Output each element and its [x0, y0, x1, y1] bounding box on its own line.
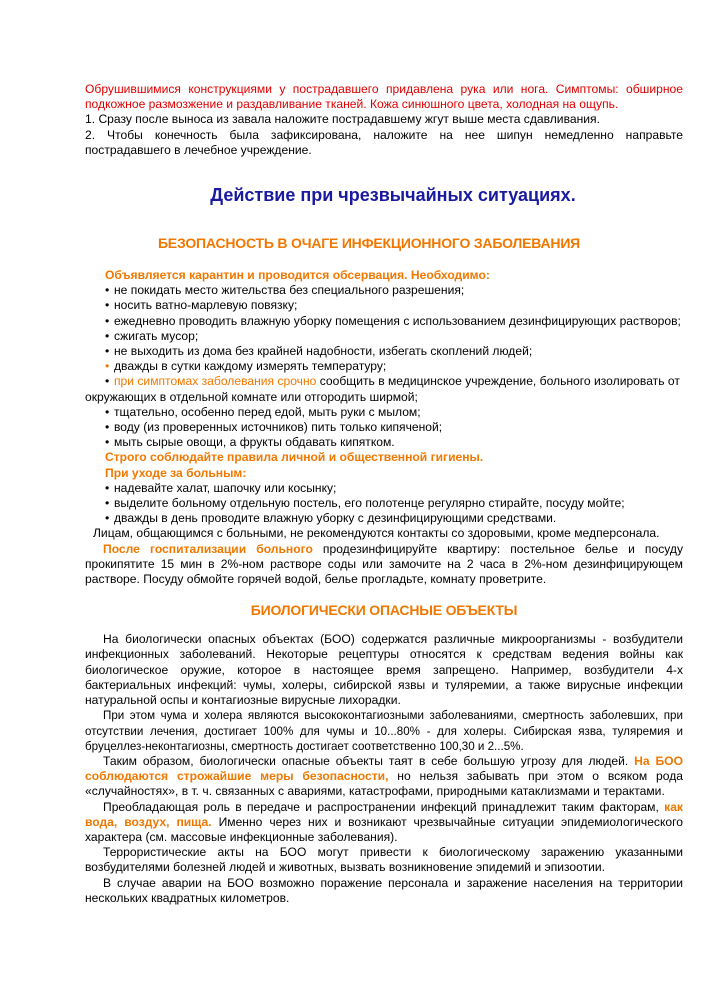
main-title: Действие при чрезвычайных ситуациях. — [210, 185, 576, 206]
list-item: • тщательно, особенно перед едой, мыть руки с мылом; — [105, 404, 421, 419]
list-item: • не выходить из дома без крайней надобности, избегать скоплений людей; — [105, 344, 533, 359]
list-item: • не покидать место жительства без специального разрешения; — [105, 283, 465, 298]
document-page — [85, 82, 683, 906]
list-item: • воду (из проверенных источников) пить только кипяченой; — [105, 420, 443, 435]
list-item: • сжигать мусор; — [105, 328, 199, 343]
bio-paragraph-4: Преобладающая роль в передаче и распространении инфекций принадлежит таким факторам, как вода, воздух, пища. Именно через них и возникают чрезвычайные ситуации эпидемиологического характера (см. массовые инфекционные заболевания). — [85, 799, 683, 844]
bio-paragraph-6: В случае аварии на БОО возможно поражение персонала и заражение населения на территории нескольких квадратных километров. — [85, 875, 683, 905]
bio-paragraph-3: Таким образом, биологически опасные объекты таят в себе большую угрозу для людей. На БОО соблюдаются строжайшие меры безопасности, но нельзя забывать при этом о всяком рода «случайностях», в т. ч. связанных с авариями, катастрофами, природными катаклизмами и терактами. — [85, 753, 684, 799]
bio-paragraph-2: При этом чума и холера являются высококонтагиозными заболеваниями, смертность заболевших, при отсутствии лечения, достигает 100% для чумы и 10...80% - для холеры. Сибирская язва, туляремия и бруцеллез-неконтагиозны, смертность достигает соответственно 100,30 и 2...5%. — [85, 709, 683, 753]
crush-step-1: 1. Сразу после выноса из завала наложите пострадавшему жгут выше места сдавливания. — [85, 112, 600, 127]
list-item-symptoms: • при симптомах заболевания срочно сообщить в медицинское учреждение, больного изолировать от окружающих в отдельной комнате или отгородить ширмой; — [85, 374, 680, 404]
hygiene-heading: Строго соблюдайте правила личной и общественной гигиены. — [105, 450, 484, 465]
list-item: • надевайте халат, шапочку или косынку; — [105, 480, 337, 495]
hospitalization-text: После госпитализации больного продезинфицируйте квартиру: постельное белье и посуду прокипятите 15 мин в 2%-ном растворе соды или замочите на 2 часа в 2%-ном дезинфицирующем растворе. Посуду обмойте горячей водой, белье прогладьте, комнату проветрите. — [85, 541, 684, 587]
list-item: • выделите больному отдельную постель, его полотенце регулярно стирайте, посуду мойте; — [105, 496, 625, 511]
bio-paragraph-1: На биологически опасных объектах (БОО) содержатся различные микроорганизмы - возбудители инфекционных заболеваний. Некоторые рецептуры относятся к средствам ведения войны как биологическое оружие, которое в настоящее время запрещено. Например, возбудители 4-х бактериальных инфекций: чумы, холеры, сибирской язвы и туляремии, а также вирусные инфекции натуральной оспы и контагиозные вирусные лихорадки. — [85, 632, 683, 708]
infection-section-title: БЕЗОПАСНОСТЬ В ОЧАГЕ ИНФЕКЦИОННОГО ЗАБОЛЕВАНИЯ — [157, 235, 581, 252]
contacts-text: Лицам, общающимся с больными, не рекомендуются контакты со здоровыми, кроме медперсонала. — [93, 526, 660, 541]
list-item: • ежедневно проводить влажную уборку помещения с использованием дезинфицирующих растворов; — [105, 313, 681, 328]
infection-rules-list — [85, 283, 683, 450]
crush-step-2: 2. Чтобы конечность была зафиксирована, наложите на нее шипун немедленно направьте пострадавшего в лечебное учреждение. — [85, 127, 683, 157]
quarantine-heading: Объявляется карантин и проводится обсервация. Необходимо: — [105, 268, 490, 283]
care-heading: При уходе за больным: — [105, 465, 247, 480]
care-list — [85, 481, 683, 527]
list-item: • носить ватно-марлевую повязку; — [105, 298, 298, 313]
list-item: • мыть сырые овощи, а фрукты обдавать кипятком. — [105, 435, 395, 450]
list-item: • дважды в день проводите влажную уборку с дезинфицирующими средствами. — [105, 511, 557, 526]
crush-symptoms-text: Обрушившимися конструкциями у пострадавшего придавлена рука или нога. Симптомы: обширное подкожное размозжение и раздавливание тканей. Кожа синюшного цвета, холодная на ощупь. — [85, 82, 683, 112]
list-item: • дважды в сутки каждому измерять температуру; — [105, 359, 387, 374]
bio-paragraph-5: Террористические акты на БОО могут привести к биологическому заражению указанными возбудителями болезней людей и животных, вызвать возникновение эпидемий и эпизоотии. — [85, 845, 683, 875]
bio-section-title: БИОЛОГИЧЕСКИ ОПАСНЫЕ ОБЪЕКТЫ — [250, 602, 518, 619]
